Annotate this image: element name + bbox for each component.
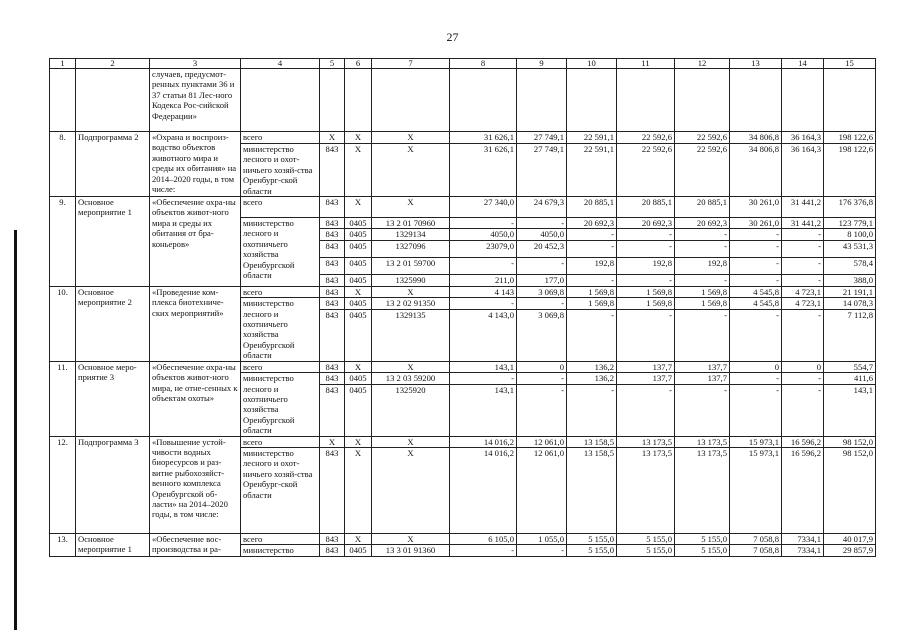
- rzpr-code: 0405: [345, 218, 372, 229]
- value-cell: 22 591,1: [567, 132, 617, 144]
- executor: всего: [241, 436, 320, 447]
- value-cell: 30 261,0: [730, 197, 782, 218]
- value-cell: 6 105,0: [450, 533, 517, 544]
- value-cell: -: [730, 384, 782, 436]
- csr-code: 13 2 01 59700: [372, 257, 450, 274]
- col-number: 6: [345, 59, 372, 69]
- executor: всего: [241, 132, 320, 144]
- value-cell: 1 569,8: [675, 298, 730, 309]
- value-cell: 5 155,0: [567, 533, 617, 544]
- program-type: Подпрограмма 3: [76, 436, 150, 533]
- executor: министерство лесного и охотничьего хозяйства Оренбургской области: [241, 298, 320, 361]
- col-number: 2: [76, 59, 150, 69]
- col-number: 4: [241, 59, 320, 69]
- value-cell: 13 173,5: [675, 447, 730, 533]
- value-cell: 1 569,8: [617, 298, 675, 309]
- row-number: 12.: [50, 436, 76, 533]
- rzpr-code: 0405: [345, 545, 372, 556]
- rzpr-code: 0405: [345, 257, 372, 274]
- value-cell: -: [675, 309, 730, 361]
- value-cell: 30 261,0: [730, 218, 782, 229]
- value-cell: 12 061,0: [517, 436, 567, 447]
- value-cell: -: [617, 240, 675, 257]
- value-cell: 143,1: [450, 361, 517, 372]
- value-cell: -: [517, 257, 567, 274]
- value-cell: 177,0: [517, 274, 567, 286]
- value-total-cell: 198 122,6: [824, 132, 876, 144]
- value-cell: 13 173,5: [617, 447, 675, 533]
- csr-code: X: [372, 447, 450, 533]
- value-cell: 7 058,8: [730, 545, 782, 556]
- program-name: «Обеспечение охра-ны объектов живот-ного мира и среды их обитания от бра-коньеров»: [150, 197, 241, 287]
- value-cell: -: [567, 309, 617, 361]
- value-cell: 22 592,6: [617, 132, 675, 144]
- grbs-code: 843: [320, 144, 345, 197]
- value-cell: 137,7: [675, 361, 730, 372]
- value-total-cell: 98 152,0: [824, 436, 876, 447]
- rzpr-code: 0405: [345, 274, 372, 286]
- executor: министерство лесного и охотничьего хозяйства Оренбургской области: [241, 218, 320, 287]
- value-cell: 13 158,5: [567, 447, 617, 533]
- grbs-code: 843: [320, 257, 345, 274]
- csr-code: 13 2 03 59200: [372, 373, 450, 384]
- value-cell: 27 340,0: [450, 197, 517, 218]
- value-cell: 7334,1: [782, 545, 824, 556]
- value-cell: -: [517, 384, 567, 436]
- value-cell: 192,8: [617, 257, 675, 274]
- value-cell: -: [450, 373, 517, 384]
- value-cell: 23079,0: [450, 240, 517, 257]
- value-cell: -: [617, 274, 675, 286]
- csr-code: X: [372, 286, 450, 297]
- value-total-cell: 578,4: [824, 257, 876, 274]
- value-cell: 13 173,5: [617, 436, 675, 447]
- value-cell: -: [567, 229, 617, 240]
- executor: всего: [241, 361, 320, 372]
- value-cell: 13 158,5: [567, 436, 617, 447]
- rzpr-code: X: [345, 144, 372, 197]
- value-total-cell: 40 017,9: [824, 533, 876, 544]
- row-number: 11.: [50, 361, 76, 436]
- executor: всего: [241, 533, 320, 544]
- row-number: 10.: [50, 286, 76, 361]
- rzpr-code: X: [345, 436, 372, 447]
- program-type: Основное мероприятие 1: [76, 197, 150, 287]
- value-cell: 15 973,1: [730, 447, 782, 533]
- value-cell: 15 973,1: [730, 436, 782, 447]
- value-cell: -: [567, 274, 617, 286]
- value-cell: 4 723,1: [782, 286, 824, 297]
- value-cell: 24 679,3: [517, 197, 567, 218]
- csr-code: 1329134: [372, 229, 450, 240]
- value-cell: 22 592,6: [675, 132, 730, 144]
- col-number: 5: [320, 59, 345, 69]
- rzpr-code: X: [345, 533, 372, 544]
- value-cell: 192,8: [567, 257, 617, 274]
- value-cell: -: [730, 274, 782, 286]
- csr-code: X: [372, 361, 450, 372]
- col-number: 12: [675, 59, 730, 69]
- value-cell: -: [517, 373, 567, 384]
- value-cell: 20 885,1: [617, 197, 675, 218]
- value-cell: 22 592,6: [617, 144, 675, 197]
- value-cell: -: [782, 373, 824, 384]
- value-total-cell: 29 857,9: [824, 545, 876, 556]
- value-cell: 34 806,8: [730, 132, 782, 144]
- program-name: «Обеспечение охра-ны объектов живот-ного мира, не отне-сенных к объектам охоты»: [150, 361, 241, 436]
- row-number: 8.: [50, 132, 76, 197]
- csr-code: 1325920: [372, 384, 450, 436]
- program-type: Основное меро-приятие 3: [76, 361, 150, 436]
- executor: министерство лесного и охот-ничьего хозяй-ства Оренбург-ской области: [241, 447, 320, 533]
- value-cell: 31 626,1: [450, 132, 517, 144]
- value-total-cell: 411,6: [824, 373, 876, 384]
- value-cell: 1 569,8: [617, 286, 675, 297]
- col-number: 8: [450, 59, 517, 69]
- program-name: «Проведение ком-плекса биотехниче-ских мероприятий»: [150, 286, 241, 361]
- program-type: Основное мероприятие 1: [76, 533, 150, 556]
- value-cell: -: [675, 240, 730, 257]
- value-cell: -: [730, 257, 782, 274]
- value-cell: 1 569,8: [567, 298, 617, 309]
- grbs-code: 843: [320, 384, 345, 436]
- table-row: [50, 436, 876, 447]
- program-name: «Повышение устой-чивости водных биоресурсов и раз-витие рыбохозяйст-венного комплекса Оренбургской об-ласти» на 2014–2020 годы, в том числе:: [150, 436, 241, 533]
- csr-code: X: [372, 144, 450, 197]
- grbs-code: 843: [320, 309, 345, 361]
- executor: всего: [241, 197, 320, 218]
- value-cell: 16 596,2: [782, 447, 824, 533]
- col-number: 11: [617, 59, 675, 69]
- value-cell: 5 155,0: [567, 545, 617, 556]
- value-cell: -: [782, 274, 824, 286]
- value-total-cell: 198 122,6: [824, 144, 876, 197]
- grbs-code: 843: [320, 545, 345, 556]
- value-cell: 5 155,0: [675, 533, 730, 544]
- value-cell: -: [517, 298, 567, 309]
- grbs-code: X: [320, 436, 345, 447]
- value-cell: 3 069,8: [517, 309, 567, 361]
- value-cell: 14 016,2: [450, 447, 517, 533]
- value-cell: 4050,0: [450, 229, 517, 240]
- grbs-code: 843: [320, 286, 345, 297]
- rzpr-code: 0405: [345, 229, 372, 240]
- value-cell: 12 061,0: [517, 447, 567, 533]
- col-number: 7: [372, 59, 450, 69]
- value-cell: 7334,1: [782, 533, 824, 544]
- table-row: [50, 69, 876, 132]
- value-total-cell: 176 376,8: [824, 197, 876, 218]
- table-row: [50, 533, 876, 544]
- rzpr-code: 0405: [345, 309, 372, 361]
- grbs-code: 843: [320, 274, 345, 286]
- csr-code: 1325990: [372, 274, 450, 286]
- value-cell: -: [730, 229, 782, 240]
- program-type: Подпрограмма 2: [76, 132, 150, 197]
- value-total-cell: 8 100,0: [824, 229, 876, 240]
- carry-over-text: случаев, предусмот-ренных пунктами 36 и 37 статьи 81 Лес-ного Кодекса Рос-сийской Федерации»: [150, 69, 241, 132]
- value-cell: -: [450, 298, 517, 309]
- value-cell: -: [450, 218, 517, 229]
- value-cell: 0: [517, 361, 567, 372]
- value-cell: 7 058,8: [730, 533, 782, 544]
- csr-code: X: [372, 132, 450, 144]
- value-cell: -: [782, 240, 824, 257]
- col-number: 13: [730, 59, 782, 69]
- value-cell: 3 069,8: [517, 286, 567, 297]
- value-total-cell: 123 779,1: [824, 218, 876, 229]
- value-cell: 13 173,5: [675, 436, 730, 447]
- rzpr-code: 0405: [345, 240, 372, 257]
- rzpr-code: 0405: [345, 298, 372, 309]
- executor: министерство лесного и охот-ничьего хозяй-ства Оренбург-ской области: [241, 144, 320, 197]
- value-cell: 0: [730, 361, 782, 372]
- value-cell: 192,8: [675, 257, 730, 274]
- value-cell: 4 545,8: [730, 298, 782, 309]
- grbs-code: 843: [320, 447, 345, 533]
- value-cell: 14 016,2: [450, 436, 517, 447]
- value-cell: -: [617, 309, 675, 361]
- executor: министерство лесного и охотничьего хозяйства Оренбургской области: [241, 373, 320, 436]
- rzpr-code: X: [345, 447, 372, 533]
- col-number: 14: [782, 59, 824, 69]
- value-cell: 4 143: [450, 286, 517, 297]
- grbs-code: X: [320, 132, 345, 144]
- value-total-cell: 7 112,8: [824, 309, 876, 361]
- value-total-cell: 14 078,3: [824, 298, 876, 309]
- value-cell: 31 441,2: [782, 197, 824, 218]
- binding-margin-line: [14, 230, 17, 630]
- value-cell: -: [730, 240, 782, 257]
- page-number: 27: [446, 30, 459, 44]
- value-cell: 4050,0: [517, 229, 567, 240]
- value-cell: -: [450, 257, 517, 274]
- value-cell: 20 885,1: [675, 197, 730, 218]
- value-total-cell: 388,0: [824, 274, 876, 286]
- grbs-code: 843: [320, 373, 345, 384]
- value-cell: 143,1: [450, 384, 517, 436]
- rzpr-code: X: [345, 286, 372, 297]
- grbs-code: 843: [320, 240, 345, 257]
- value-cell: 4 723,1: [782, 298, 824, 309]
- csr-code: 13 2 01 70960: [372, 218, 450, 229]
- budget-table: [49, 58, 876, 557]
- value-cell: 1 569,8: [567, 286, 617, 297]
- value-cell: -: [567, 240, 617, 257]
- value-cell: 4 545,8: [730, 286, 782, 297]
- value-cell: -: [567, 384, 617, 436]
- value-cell: 27 749,1: [517, 132, 567, 144]
- grbs-code: 843: [320, 229, 345, 240]
- value-cell: 5 155,0: [675, 545, 730, 556]
- value-cell: 137,7: [617, 373, 675, 384]
- value-cell: 20 692,3: [675, 218, 730, 229]
- value-cell: -: [782, 257, 824, 274]
- rzpr-code: 0405: [345, 373, 372, 384]
- grbs-code: 843: [320, 361, 345, 372]
- value-cell: -: [730, 373, 782, 384]
- value-cell: -: [617, 384, 675, 436]
- value-cell: 0: [782, 361, 824, 372]
- value-cell: 22 592,6: [675, 144, 730, 197]
- program-name: «Обеспечение вос-производства и ра-: [150, 533, 241, 556]
- value-cell: -: [675, 384, 730, 436]
- value-cell: -: [782, 309, 824, 361]
- executor: всего: [241, 286, 320, 297]
- col-number: 1: [50, 59, 76, 69]
- rzpr-code: 0405: [345, 384, 372, 436]
- value-cell: -: [675, 274, 730, 286]
- grbs-code: 843: [320, 218, 345, 229]
- value-total-cell: 554,7: [824, 361, 876, 372]
- value-cell: 1 569,8: [675, 286, 730, 297]
- value-cell: 20 692,3: [617, 218, 675, 229]
- value-cell: 136,2: [567, 373, 617, 384]
- value-cell: 34 806,8: [730, 144, 782, 197]
- row-number: 9.: [50, 197, 76, 287]
- grbs-code: 843: [320, 197, 345, 218]
- value-cell: -: [782, 384, 824, 436]
- row-number: 13.: [50, 533, 76, 556]
- value-cell: 20 452,3: [517, 240, 567, 257]
- csr-code: X: [372, 533, 450, 544]
- value-cell: 5 155,0: [617, 533, 675, 544]
- value-cell: 1 055,0: [517, 533, 567, 544]
- value-cell: 36 164,3: [782, 144, 824, 197]
- value-cell: 31 626,1: [450, 144, 517, 197]
- table-row: [50, 361, 876, 372]
- value-cell: 22 591,1: [567, 144, 617, 197]
- value-cell: -: [782, 229, 824, 240]
- program-name: «Охрана и воспроиз-водство объектов животного мира и среды их обитания» на 2014–2020 годы, в том числе:: [150, 132, 241, 197]
- value-cell: -: [517, 218, 567, 229]
- col-number: 9: [517, 59, 567, 69]
- value-total-cell: 21 191,1: [824, 286, 876, 297]
- grbs-code: 843: [320, 298, 345, 309]
- value-cell: 20 692,3: [567, 218, 617, 229]
- value-cell: 31 441,2: [782, 218, 824, 229]
- value-cell: -: [450, 545, 517, 556]
- value-cell: 20 885,1: [567, 197, 617, 218]
- csr-code: 13 2 02 91350: [372, 298, 450, 309]
- value-cell: 36 164,3: [782, 132, 824, 144]
- csr-code: X: [372, 436, 450, 447]
- csr-code: 1329135: [372, 309, 450, 361]
- value-cell: 137,7: [617, 361, 675, 372]
- grbs-code: 843: [320, 533, 345, 544]
- rzpr-code: X: [345, 132, 372, 144]
- value-total-cell: 98 152,0: [824, 447, 876, 533]
- value-cell: -: [617, 229, 675, 240]
- col-number: 10: [567, 59, 617, 69]
- value-cell: -: [730, 309, 782, 361]
- value-cell: -: [517, 545, 567, 556]
- rzpr-code: X: [345, 197, 372, 218]
- value-cell: 211,0: [450, 274, 517, 286]
- table-row: [50, 132, 876, 144]
- value-cell: 137,7: [675, 373, 730, 384]
- value-cell: 4 143,0: [450, 309, 517, 361]
- value-cell: 16 596,2: [782, 436, 824, 447]
- value-cell: 136,2: [567, 361, 617, 372]
- column-number-row: [50, 59, 876, 69]
- table-row: [50, 286, 876, 297]
- program-type: Основное мероприятие 2: [76, 286, 150, 361]
- col-number: 15: [824, 59, 876, 69]
- executor: министерство: [241, 545, 320, 556]
- value-cell: -: [675, 229, 730, 240]
- rzpr-code: X: [345, 361, 372, 372]
- value-cell: 27 749,1: [517, 144, 567, 197]
- col-number: 3: [150, 59, 241, 69]
- value-total-cell: 43 531,3: [824, 240, 876, 257]
- value-total-cell: 143,1: [824, 384, 876, 436]
- csr-code: 13 3 01 91360: [372, 545, 450, 556]
- csr-code: 1327096: [372, 240, 450, 257]
- table-row: [50, 197, 876, 218]
- csr-code: X: [372, 197, 450, 218]
- value-cell: 5 155,0: [617, 545, 675, 556]
